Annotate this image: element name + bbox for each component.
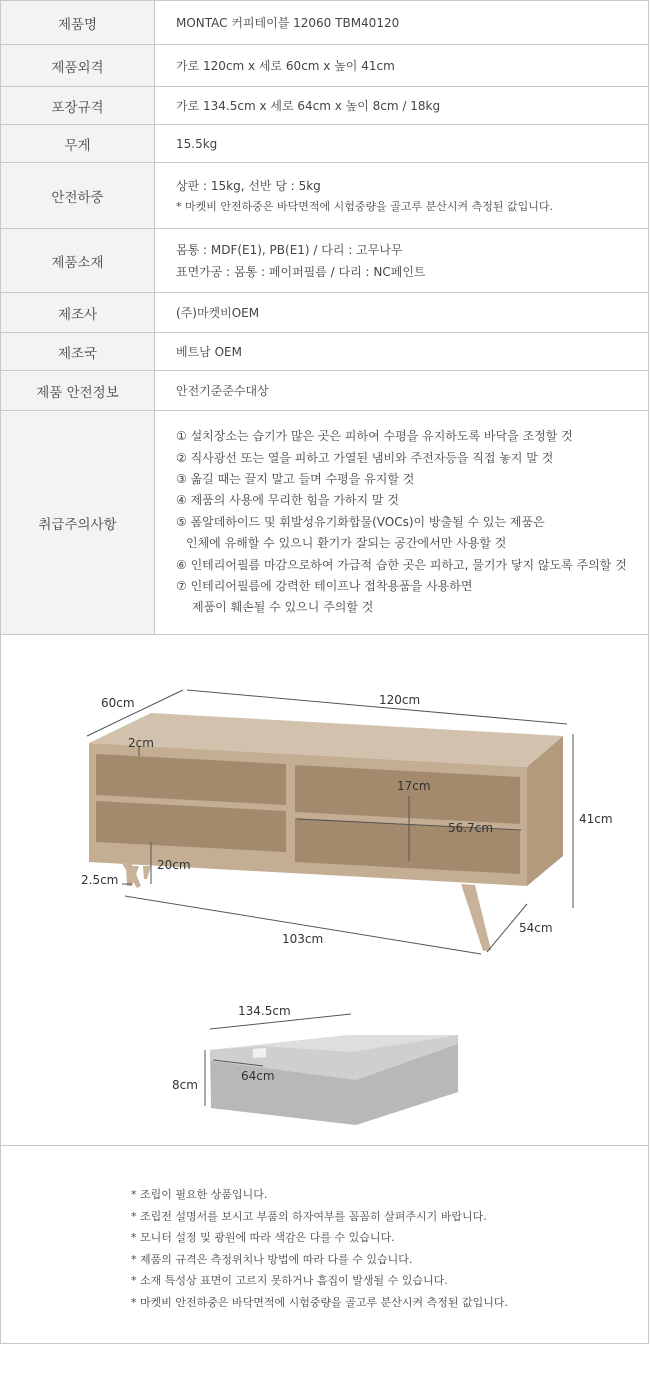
table-leg-front-right: [461, 884, 491, 951]
box-label-depth: 64cm: [241, 1069, 275, 1083]
spec-row: [1, 125, 649, 163]
caution-list: [155, 411, 649, 635]
dim-label-shelf-width: 56.7cm: [448, 821, 494, 835]
dim-label-inner-width: 103cm: [282, 932, 324, 946]
spec-value: 안전기준준수대상: [155, 371, 649, 411]
spec-value: 베트남 OEM: [155, 333, 649, 371]
safety-load-note: * 마켓비 안전하중은 바닥면적에 시험중량을 골고루 분산시켜 측정된 값입니다.: [176, 199, 553, 213]
spec-row: [1, 45, 649, 87]
dimension-diagram: [0, 634, 649, 1146]
caution-item: ③ 옮길 때는 끌지 말고 들며 수평을 유지할 것: [176, 471, 415, 486]
notice-item: * 제품의 규격은 측정위치나 방법에 따라 다를 수 있습니다.: [131, 1252, 413, 1266]
dim-label-top-thickness: 2cm: [128, 736, 154, 750]
table-leg-back-left: [143, 866, 151, 879]
spec-value: 15.5kg: [155, 125, 649, 163]
spec-label: 제조사: [1, 293, 155, 333]
spec-label: 취급주의사항: [1, 411, 155, 635]
diagram-svg: [1, 634, 650, 1146]
notice-item: * 마켓비 안전하중은 바닥면적에 시험중량을 골고루 분산시켜 측정된 값입니다.: [131, 1295, 508, 1309]
notice-item: * 조립전 설명서를 보시고 부품의 하자여부를 꼼꼼히 살펴주시기 바랍니다.: [131, 1209, 487, 1223]
box-label-length: 134.5cm: [238, 1004, 291, 1018]
caution-item: ⑤ 폼알데하이드 및 휘발성유기화합물(VOCs)이 방출될 수 있는 제품은: [176, 514, 545, 529]
spec-row: [1, 1, 649, 45]
dim-label-leg-thickness: 2.5cm: [81, 873, 119, 887]
spec-row: [1, 87, 649, 125]
caution-item: ⑦ 인테리어필름에 강력한 테이프나 접착용품을 사용하면: [176, 579, 473, 594]
spec-value-cell: [155, 229, 649, 293]
spec-row: [1, 411, 649, 635]
safety-load: 상판 : 15kg, 선반 당 : 5kg: [176, 178, 321, 193]
notice-item: * 모니터 설정 및 광원에 따라 색감은 다를 수 있습니다.: [131, 1231, 395, 1244]
dim-label-shelf-height: 17cm: [397, 779, 431, 793]
spec-row: [1, 371, 649, 411]
dim-label-leg-height: 20cm: [157, 858, 191, 872]
material-body: 몸통 : MDF(E1), PB(E1) / 다리 : 고무나무: [176, 242, 403, 257]
spec-row: [1, 163, 649, 229]
notice-box: [0, 1145, 649, 1344]
spec-value-cell: [155, 163, 649, 229]
dim-label-height: 41cm: [579, 812, 613, 826]
box-label-height: 8cm: [172, 1078, 198, 1092]
spec-label: 안전하중: [1, 163, 155, 229]
notice-item: * 소재 특성상 표면이 고르지 못하거나 흠집이 발생될 수 있습니다.: [131, 1274, 448, 1287]
spec-row: [1, 333, 649, 371]
spec-value: 가로 120cm x 세로 60cm x 높이 41cm: [155, 45, 649, 87]
notice-list: [131, 1184, 508, 1313]
caution-item: ④ 제품의 사용에 무리한 힘을 가하지 말 것: [176, 493, 399, 508]
caution-item: ② 직사광선 또는 열을 피하고 가열된 냄비와 주전자등을 직접 놓지 말 것: [176, 450, 554, 465]
spec-label: 제조국: [1, 333, 155, 371]
spec-value: MONTAC 커피테이블 12060 TBM40120: [155, 1, 649, 45]
spec-row: [1, 293, 649, 333]
spec-table: [0, 0, 649, 635]
spec-label: 무게: [1, 125, 155, 163]
caution-item: 제품이 훼손될 수 있으니 주의할 것: [192, 600, 374, 615]
spec-value: (주)마켓비OEM: [155, 293, 649, 333]
dim-label-inner-depth: 54cm: [519, 921, 553, 935]
caution-item: 인체에 유해할 수 있으니 환기가 잘되는 공간에서만 사용할 것: [186, 536, 507, 551]
caution-item: ① 설치장소는 습기가 많은 곳은 피하여 수평을 유지하도록 바닥을 조정할 것: [176, 429, 573, 444]
spec-row: [1, 229, 649, 293]
spec-value: 가로 134.5cm x 세로 64cm x 높이 8cm / 18kg: [155, 87, 649, 125]
box-tape-label: [253, 1048, 266, 1058]
material-finish: 표면가공 : 몸통 : 페이퍼필름 / 다리 : NC페인트: [176, 264, 426, 279]
notice-item: * 조립이 필요한 상품입니다.: [131, 1188, 268, 1201]
spec-label: 포장규격: [1, 87, 155, 125]
spec-label: 제품외격: [1, 45, 155, 87]
spec-label: 제품명: [1, 1, 155, 45]
caution-item: ⑥ 인테리어필름 마감으로하여 가급적 습한 곳은 피하고, 물기가 닿지 않도록 주의할 것: [176, 557, 627, 572]
dim-label-width: 120cm: [379, 693, 421, 707]
spec-label: 제품소재: [1, 229, 155, 293]
spec-label: 제품 안전정보: [1, 371, 155, 411]
dim-label-depth: 60cm: [101, 696, 135, 710]
